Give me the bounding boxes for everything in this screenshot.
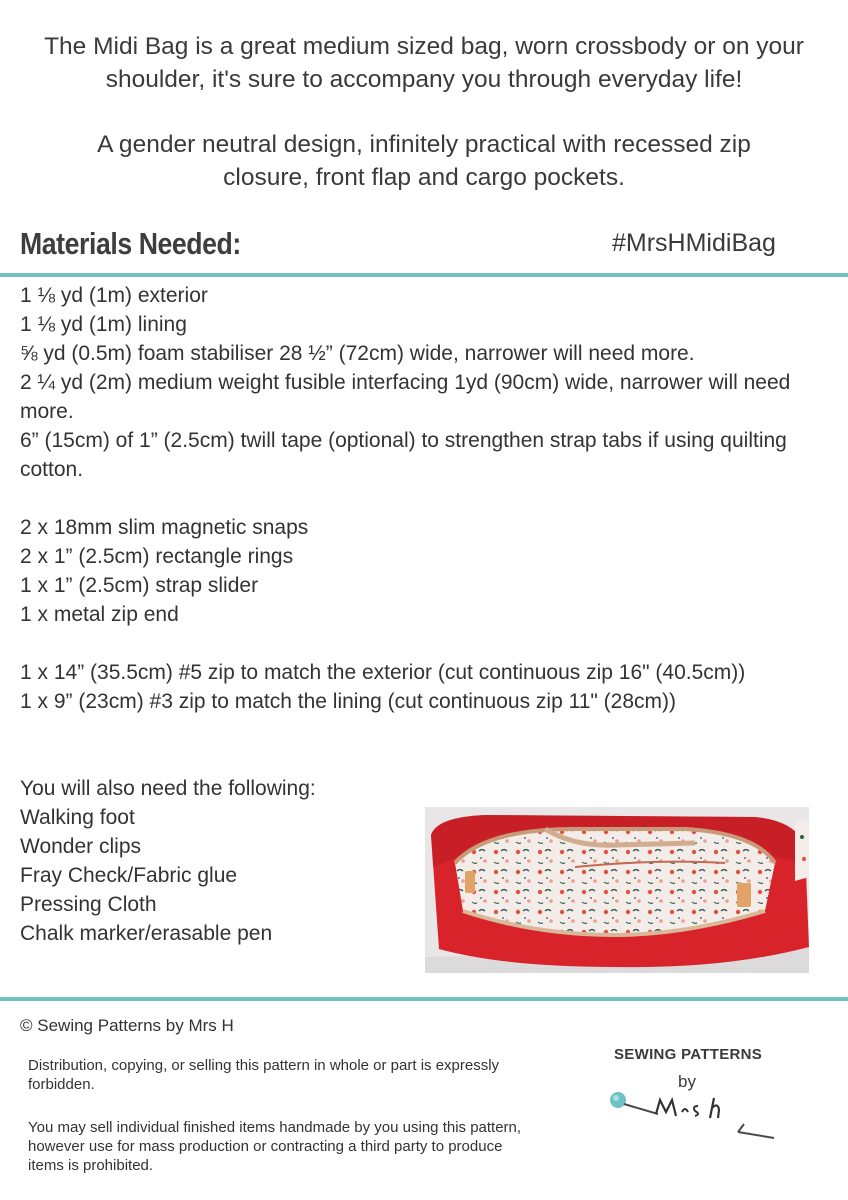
list-item: Fray Check/Fabric glue — [20, 864, 238, 887]
list-item: 1 x metal zip end — [20, 603, 179, 626]
list-item: 1 x 9” (23cm) #3 zip to match the lining (cut continuous zip 11" (28cm)) — [20, 690, 677, 713]
tools-list — [20, 774, 420, 948]
list-item: 1 x 14” (35.5cm) #5 zip to match the exterior (cut continuous zip 16" (40.5cm)) — [20, 661, 746, 684]
tools-intro: You will also need the following: — [20, 777, 316, 800]
list-item: 1 x 1” (2.5cm) strap slider — [20, 574, 259, 597]
materials-heading: Materials Needed: — [20, 226, 241, 261]
list-item: 2 ¼ yd (2m) medium weight fusible interfacing 1yd (90cm) wide, narrower will need more. — [20, 371, 791, 423]
distribution-notice: Distribution, copying, or selling this pattern in whole or part is expressly forbidden. — [28, 1057, 500, 1093]
hashtag: #MrsHMidiBag — [612, 229, 776, 257]
logo-text: SEWING PATTERNS — [614, 1046, 763, 1063]
list-item: Pressing Cloth — [20, 893, 157, 916]
list-item: 6” (15cm) of 1” (2.5cm) twill tape (optional) to strengthen strap tabs if using quilting cotton. — [20, 429, 787, 481]
list-item: Walking foot — [20, 806, 135, 829]
list-item: 1 ⅛ yd (1m) exterior — [20, 284, 208, 307]
list-item: 1 ⅛ yd (1m) lining — [20, 313, 187, 336]
list-item: 2 x 1” (2.5cm) rectangle rings — [20, 545, 294, 568]
logo-by-text: by — [678, 1072, 696, 1091]
intro-paragraph-2: A gender neutral design, infinitely practical with recessed zip closure, front flap and cargo pockets. — [97, 131, 751, 191]
intro-paragraph-1: The Midi Bag is a great medium sized bag, worn crossbody or on your shoulder, it's sure to accompany you through everyday life! — [44, 33, 804, 93]
list-item: ⅝ yd (0.5m) foam stabiliser 28 ½” (72cm) wide, narrower will need more. — [20, 342, 695, 365]
list-item: 2 x 18mm slim magnetic snaps — [20, 516, 309, 539]
copyright-notice: © Sewing Patterns by Mrs H — [20, 1016, 234, 1035]
pin-icon — [598, 1086, 788, 1146]
brand-logo — [598, 1042, 788, 1152]
fabrics-list — [20, 281, 820, 484]
list-item: Chalk marker/erasable pen — [20, 922, 273, 945]
hardware-list — [20, 513, 820, 629]
bag-photo — [425, 807, 809, 973]
zips-list — [20, 658, 820, 716]
divider-bottom — [0, 997, 848, 1001]
usage-notice: You may sell individual finished items handmade by you using this pattern, however use for mass production or contracting a third party to produce items is prohibited. — [28, 1119, 522, 1174]
list-item: Wonder clips — [20, 835, 141, 858]
divider-top — [0, 273, 848, 277]
